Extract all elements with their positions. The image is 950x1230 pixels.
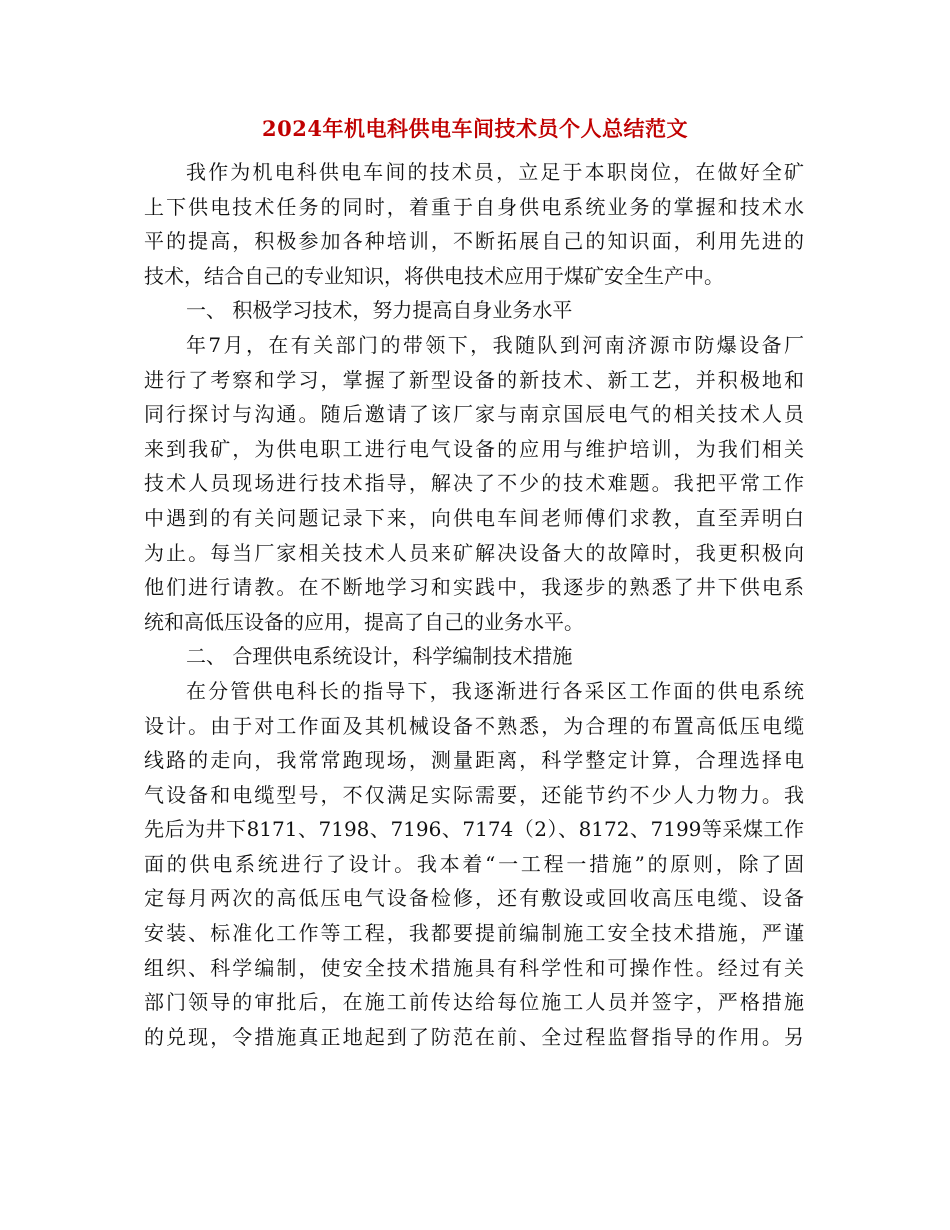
text-line: 先后为井下8171、7198、7196、7174（2）、8172、7199等采煤工作 [144, 817, 804, 842]
text-line: 面的供电系统进行了设计。我本着“一工程一措施”的原则，除了固 [144, 851, 804, 876]
text-line: 为止。每当厂家相关技术人员来矿解决设备大的故障时，我更积极向 [144, 540, 804, 565]
text-line: 二、 合理供电系统设计，科学编制技术措施 [186, 644, 573, 669]
text-line: 在分管供电科长的指导下，我逐渐进行各采区工作面的供电系统 [186, 678, 804, 703]
text-line: 中遇到的有关问题记录下来，向供电车间老师傅们求教，直至弄明白 [144, 505, 804, 530]
document-body [144, 155, 804, 1054]
text-line: 他们进行请教。在不断地学习和实践中，我逐步的熟悉了井下供电系 [144, 575, 804, 600]
text-line: 部门领导的审批后，在施工前传达给每位施工人员并签字，严格措施 [144, 990, 804, 1015]
text-line: 线路的走向，我常常跑现场，测量距离，科学整定计算，合理选择电 [144, 748, 804, 773]
text-line: 定每月两次的高低压电气设备检修，还有敷设或回收高压电缆、设备 [144, 886, 804, 911]
text-line: 设计。由于对工作面及其机械设备不熟悉，为合理的布置高低压电缆 [144, 713, 804, 738]
text-line: 我作为机电科供电车间的技术员，立足于本职岗位，在做好全矿 [186, 160, 804, 184]
text-line: 来到我矿，为供电职工进行电气设备的应用与维护培训，为我们相关 [144, 436, 804, 461]
text-line: 技术，结合自己的专业知识，将供电技术应用于煤矿安全生产中。 [144, 263, 724, 288]
text-line: 组织、科学编制，使安全技术措施具有科学性和可操作性。经过有关 [144, 955, 804, 980]
text-line: 上下供电技术任务的同时，着重于自身供电系统业务的掌握和技术水 [144, 194, 804, 219]
text-line: 一、 积极学习技术，努力提高自身业务水平 [186, 298, 573, 323]
text-line: 年7月，在有关部门的带领下，我随队到河南济源市防爆设备厂 [186, 332, 804, 357]
text-line: 平的提高，积极参加各种培训，不断拓展自己的知识面，利用先进的 [144, 229, 804, 254]
text-line: 同行探讨与沟通。随后邀请了该厂家与南京国辰电气的相关技术人员 [144, 402, 804, 427]
text-line: 统和高低压设备的应用，提高了自己的业务水平。 [144, 609, 584, 634]
text-line: 气设备和电缆型号，不仅满足实际需要，还能节约不少人力物力。我 [144, 782, 804, 807]
text-line: 的兑现，令措施真正地起到了防范在前、全过程监督指导的作用。另 [144, 1024, 804, 1049]
document-title: 2024年机电科供电车间技术员个人总结范文 [262, 116, 688, 141]
text-line: 安装、标准化工作等工程，我都要提前编制施工安全技术措施，严谨 [144, 921, 804, 946]
text-line: 进行了考察和学习，掌握了新型设备的新技术、新工艺，并积极地和 [144, 367, 804, 392]
text-line: 技术人员现场进行技术指导，解决了不少的技术难题。我把平常工作 [144, 471, 804, 496]
